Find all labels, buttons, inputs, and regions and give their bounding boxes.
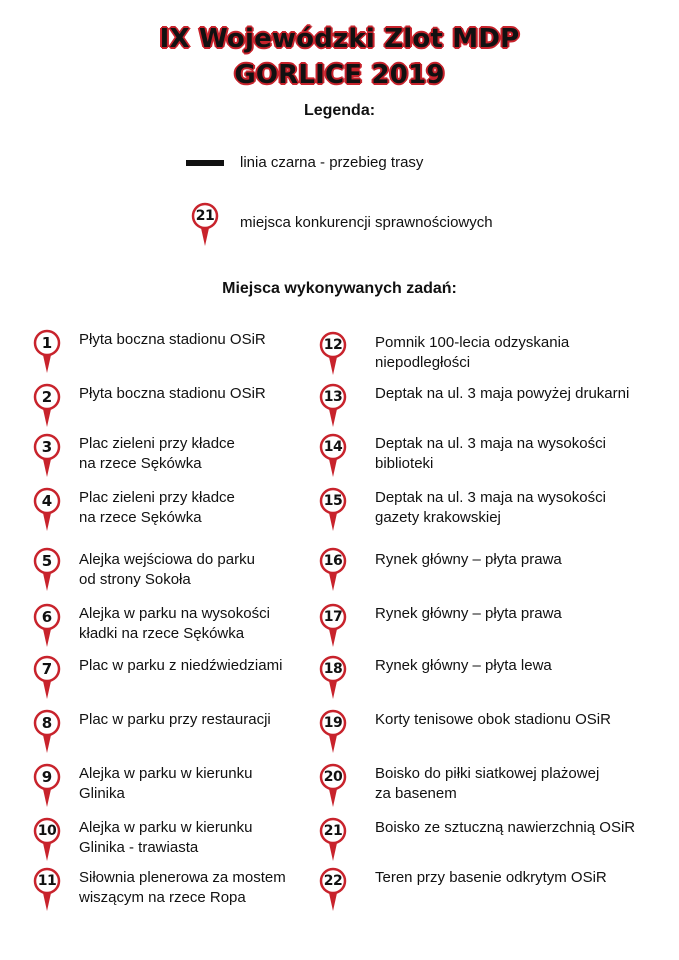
location-label: Rynek główny – płyta prawa	[375, 551, 562, 568]
location-label: Teren przy basenie odkrytym OSiR	[375, 869, 607, 886]
legend-marker-label: miejsca konkurencji sprawnościowych	[240, 214, 493, 231]
marker-number: 9	[41, 768, 53, 786]
map-pin-icon	[318, 432, 348, 490]
location-label: Deptak na ul. 3 maja na wysokości biblioteki	[375, 435, 606, 472]
location-label: Płyta boczna stadionu OSiR	[79, 385, 266, 402]
location-label: Boisko ze sztuczną nawierzchnią OSiR	[375, 819, 636, 836]
location-label: Plac w parku z niedźwiedziami	[79, 657, 283, 674]
location-label: Plac w parku przy restauracji	[79, 711, 271, 728]
location-label: Alejka w parku w kierunku Glinika - trawiasta	[79, 819, 253, 856]
marker-number: 4	[41, 492, 53, 510]
legend-line-label: linia czarna - przebieg trasy	[240, 154, 424, 171]
marker-number: 21	[195, 208, 215, 224]
page-subtitle: GORLICE 2019	[234, 60, 445, 90]
location-label: Pomnik 100-lecia odzyskania niepodległości	[375, 334, 570, 371]
marker-number: 5	[41, 552, 53, 570]
location-label: Alejka w parku na wysokości kładki na rzece Sękówka	[79, 605, 270, 642]
route-line-swatch	[186, 160, 224, 166]
map-pin-icon	[318, 708, 348, 766]
map-pin-icon	[32, 328, 62, 386]
map-pin-icon	[32, 654, 62, 712]
marker-number: 20	[323, 769, 343, 785]
map-pin-icon	[318, 602, 348, 660]
map-pin-icon	[32, 432, 62, 490]
marker-number: 15	[323, 493, 343, 509]
map-pin-icon	[32, 602, 62, 660]
marker-number: 11	[37, 873, 57, 889]
page-title: IX Wojewódzki Zlot MDP	[159, 24, 520, 54]
map-pin-icon	[318, 654, 348, 712]
location-label: Korty tenisowe obok stadionu OSiR	[375, 711, 611, 728]
marker-number: 1	[41, 334, 53, 352]
map-pin-icon	[318, 486, 348, 544]
marker-number: 2	[41, 388, 53, 406]
location-label: Deptak na ul. 3 maja na wysokości gazety krakowskiej	[375, 489, 606, 526]
marker-number: 10	[37, 823, 57, 839]
marker-number: 7	[41, 660, 53, 678]
map-pin-icon	[318, 762, 348, 820]
map-pin-icon	[318, 866, 348, 924]
marker-number: 19	[323, 715, 343, 731]
marker-number: 12	[323, 337, 343, 353]
map-pin-icon	[32, 708, 62, 766]
location-label: Rynek główny – płyta lewa	[375, 657, 552, 674]
marker-number: 13	[323, 389, 343, 405]
location-label: Deptak na ul. 3 maja powyżej drukarni	[375, 385, 630, 402]
marker-number: 22	[323, 873, 343, 889]
location-label: Siłownia plenerowa za mostem wiszącym na rzece Ropa	[79, 869, 286, 906]
marker-number: 17	[323, 609, 343, 625]
location-label: Płyta boczna stadionu OSiR	[79, 331, 266, 348]
location-label: Plac zieleni przy kładce na rzece Sękówka	[79, 489, 235, 526]
map-pin-icon	[32, 486, 62, 544]
marker-number: 8	[41, 714, 53, 732]
marker-number: 21	[323, 823, 343, 839]
marker-number: 6	[41, 608, 53, 626]
marker-number: 18	[323, 661, 343, 677]
marker-number: 16	[323, 553, 343, 569]
location-label: Rynek główny – płyta prawa	[375, 605, 562, 622]
map-pin-icon	[32, 546, 62, 604]
map-pin-icon	[32, 762, 62, 820]
map-pin-icon	[318, 330, 348, 388]
marker-number: 3	[41, 438, 53, 456]
map-pin-icon	[190, 201, 220, 259]
location-label: Plac zieleni przy kładce na rzece Sękówka	[79, 435, 235, 472]
legend-title: Legenda:	[303, 102, 376, 119]
marker-number: 14	[323, 439, 343, 455]
location-label: Boisko do piłki siatkowej plażowej za basenem	[375, 765, 600, 802]
location-label: Alejka wejściowa do parku od strony Sokoła	[79, 551, 255, 588]
location-label: Alejka w parku w kierunku Glinika	[79, 765, 253, 802]
map-pin-icon	[32, 866, 62, 924]
map-pin-icon	[318, 546, 348, 604]
section-title: Miejsca wykonywanych zadań:	[222, 280, 457, 297]
